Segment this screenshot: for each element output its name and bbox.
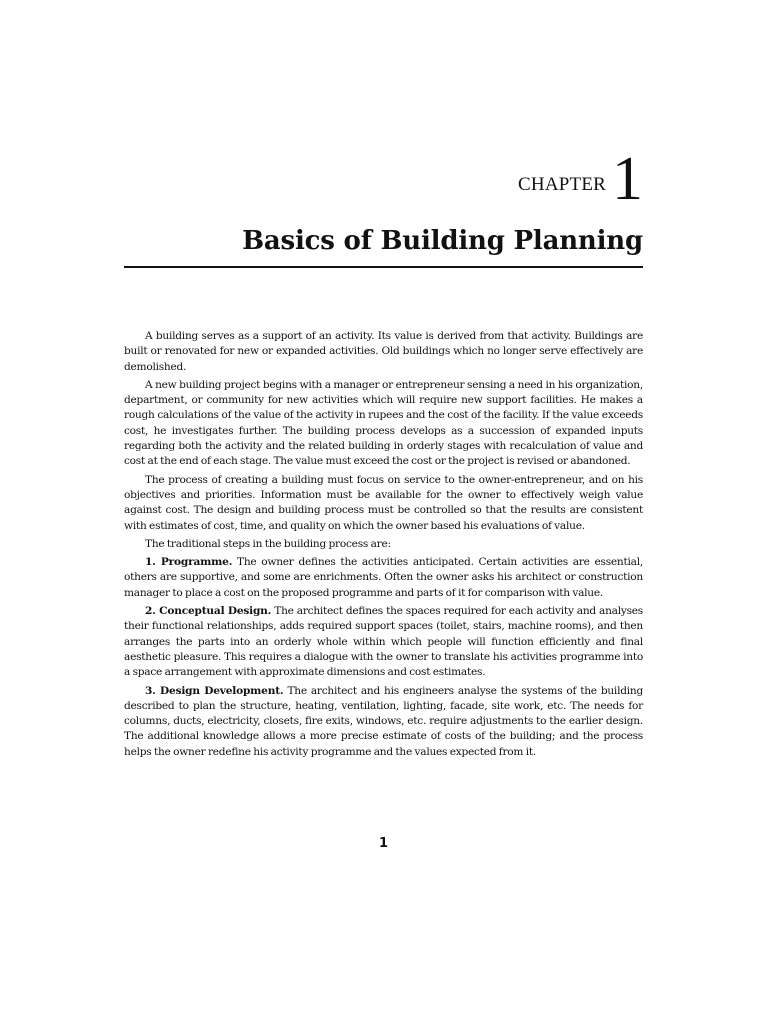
- paragraph-step-programme: [124, 555, 643, 601]
- paragraph-new-project: [124, 378, 643, 470]
- paragraph-step-conceptual-design: [124, 604, 643, 680]
- paragraph-steps-intro: [124, 537, 643, 552]
- title-rule: [124, 266, 643, 268]
- paragraph-text: The architect and his engineers analyse the systems of the building described to plan the structure, heating, ventilation, lighting, facade, site work, etc. The needs for columns, ducts, electricity, closets, fire exits, windows, etc. require adjustments to the earlier design. The additional knowledge allows a more precise estimate of costs of the building; and the process helps the owner redefine his activity programme and the values expected from it.: [124, 684, 643, 758]
- paragraph-text: The traditional steps in the building process are:: [145, 537, 391, 550]
- chapter-label: CHAPTER: [518, 174, 606, 195]
- step-heading: 3. Design Development.: [145, 684, 284, 697]
- paragraph-process: [124, 473, 643, 534]
- paragraph-text: The architect defines the spaces required for each activity and analyses their functional relationships, adds required support spaces (toilet, stairs, machine rooms), and then arranges the parts into an orderly whole within which people will function efficiently and final aesthetic pleasure. This requires a dialogue with the owner to translate his activities programme into a space arrangement with approximate dimensions and cost estimates.: [124, 605, 643, 679]
- page-number: 1: [378, 836, 389, 851]
- chapter-number: 1: [612, 145, 643, 213]
- step-heading: 1. Programme.: [145, 556, 233, 569]
- body-text: [124, 329, 643, 763]
- paragraph-text: The owner defines the activities anticipated. Certain activities are essential, others are supportive, and some are enrichments. Often the owner asks his architect or construction manager to place a cost on the proposed programme and parts of it for comparison with value.: [124, 556, 643, 599]
- chapter-title: Basics of Building Planning: [242, 226, 643, 256]
- paragraph-intro: [124, 329, 643, 375]
- chapter-heading: [124, 145, 643, 213]
- paragraph-text: The process of creating a building must focus on service to the owner-entrepreneur, and on his objectives and priorities. Information must be available for the owner to effectively weigh value against cost. The design and building process must be controlled so that the results are consistent with estimates of cost, time, and quality on which the owner based his evaluations of value.: [124, 473, 643, 532]
- paragraph-text: A building serves as a support of an activity. Its value is derived from that activity. Buildings are built or renovated for new or expanded activities. Old buildings which no longer serve effectively are demolished.: [124, 330, 643, 373]
- step-heading: 2. Conceptual Design.: [145, 605, 272, 618]
- paragraph-text: A new building project begins with a manager or entrepreneur sensing a need in his organization, department, or community for new activities which will require new support facilities. He makes a rough calculations of the value of the activity in rupees and the cost of the facility. If the value exceeds cost, he investigates further. The building process develops as a succession of expanded inputs regarding both the activity and the related building in orderly stages with recalculation of value and cost at the end of each stage. The value must exceed the cost or the project is revised or abandoned.: [124, 378, 643, 468]
- paragraph-step-design-development: [124, 684, 643, 760]
